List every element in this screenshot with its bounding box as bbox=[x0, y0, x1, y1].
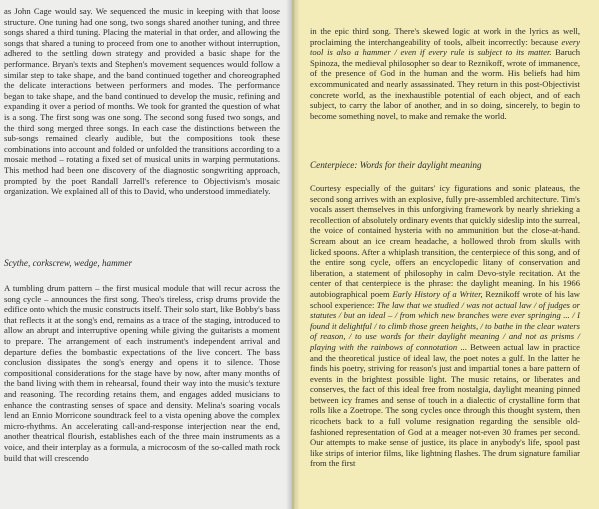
right-paragraph-2-text-c: ... Between actual law in practice and the theoretical justice of ideal law, the poet notes a gulf. In the latter he finds his poetry, striving for reason's just and impartial tones a bare pattern of events in the brightest possible light. The music retains, or liberates and conserves, the fact of this ideal free from nostalgia, daylight meaning pinned between icy frames and sense of touch in a dialectic of crystalline form that rolls like a Zoetrope. The song cycles once through this thought system, then ricochets back to a full volume resignation regarding the sensible old-fashioned representation of God at a meager not-even 30 frames per second. Our attempts to make sense of justice, its place in anybody's life, spool past like strips of interior films, like lightning flashes. The drum signature familiar from the first bbox=[310, 341, 580, 469]
left-section-heading: Scythe, corkscrew, wedge, hammer bbox=[4, 258, 133, 268]
right-paragraph-2-quote: The law that we studied / was not actual law / of judges or statutes / but an ideal – / from which new branches were ever springing ... / I found it delightful / to climb those green heights, / to bathe in the clear waters of reason, / to use words for their daylight meaning / and not as prisms / playing with the rainbows of connotation bbox=[310, 299, 580, 352]
right-paragraph-1-text-a: in the epic third song. There's skewed logic at work in the lyrics as well, proclaiming the interchangeability of tools, albeit incorrectly: because bbox=[310, 26, 580, 47]
right-page bbox=[292, 0, 599, 509]
right-text-block-2 bbox=[310, 183, 580, 469]
right-paragraph-1-italic: every tool is also a hammer / even if every rule is subject to its matter. bbox=[310, 36, 580, 58]
right-paragraph-2-italic-title: Early History of a Writer, bbox=[392, 288, 483, 299]
right-section-heading: Centerpiece: Words for their daylight meaning bbox=[310, 160, 482, 170]
left-text-block-2 bbox=[4, 283, 280, 463]
left-paragraph-2: A tumbling drum pattern – the first musical module that will recur across the song cycle – announces the first song. Theo's tireless, crisp drums provide the edifice onto which the music constructs itself. Their solo start, like Bobby's bass that reflects it at the song's end, remains as a trace of the staging, introduced to allow an abrupt and interruptive opening while giving the guitarists a moment to prepare. The arrangement of each instrument's independent arrival and departure defies the bombastic expectations of the live concert. The bass conclusion dissipates the song's energy and opens it to silence. Those compositional considerations for the stage have by now, after many months of the band living with them in rehearsal, found their way into the music's texture and reasoning. The recording retains them, and engages added musicians to enhance the contrasting senses of space and density. Melina's soaring vocals lend an Ennio Morricone soundtrack feel to a vista opening above the complex micro-rhythms. An accelerating call-and-response interjection near the end, another theatrical flourish, establishes each of the three main instruments as a voice, and their interplay as a formula, a microcosm of the so-called math rock build that will crescendo bbox=[4, 283, 280, 463]
book-gutter-shadow bbox=[286, 0, 300, 509]
left-page bbox=[0, 0, 292, 509]
left-text-block-1 bbox=[4, 6, 280, 197]
right-paragraph-1-text-b: Baruch Spinoza, the medieval philosopher so dear to Reznikoff, wrote of immanence, of the presence of God in the human and the worm. His beliefs had him excommunicated and nearly assassinated. They return in this post-Objectivist concrete world, as the inexhaustible potential of each object, and of each subject, to carry the labor of another, and in so doing, sincerely, to begin to become something novel, to make and remake the world. bbox=[310, 47, 580, 121]
right-paragraph-2-text-b: Reznikoff wrote of his law school experience: bbox=[310, 288, 580, 310]
right-text-block-1 bbox=[310, 26, 580, 121]
right-paragraph-2-text-a: Courtesy especially of the guitars' icy figurations and sonic plateaus, the second song arrives with an explosive, fully pre-assembled architecture. Tim's vocals assert themselves in this unforgiving framework by nearly shrieking a recollection of absolutely ordinary events that quickly sideslip into the surreal, the voice of contained hysteria with no ammunition but the close-at-hand. Scream about an ice cream headache, a hollowed throb from skulls with licked spoons. After a whiplash transition, the centerpiece of this song, and of the entire song cycle, offers an encyclopedic litany of conservation and liberation, a statement of philosophy in calm Devo-style recitation. At the center of that centerpiece is the phrase: the daylight meaning. In his 1966 autobiographical poem bbox=[310, 183, 580, 299]
right-paragraph-1 bbox=[310, 26, 580, 121]
right-paragraph-2 bbox=[310, 183, 580, 469]
left-paragraph-1: as John Cage would say. We sequenced the music in keeping with that loose structure. One tuning had one song, two songs shared another tuning, and three songs shared a third tuning. Placing the material in that order, and allowing the songs that shared a tuning to proceed from one to another without interruption, adhered to the settling down strategy and provided a basic shape for the performance. Bryan's texts and Stephen's movement sequences would follow a similar step to take shape, and the band continued together and choreographed the delicate interactions between performers and modes. The performance began to take shape, and the band continued to develop the music, refining and expanding it over a period of months. We took for granted the question of what is a song. The first song was one song. The second song fused two songs, and the third song merged three songs. In each case the distinctions between the sub-songs remained clearly audible, but the compositions took these combinations into account and folded or unfolded the transitions according to a mosaic method – rotating a fixed set of musical units in warping permutations. This method had been one discovery of the diagnostic songwriting approach, prompted by the poet Randall Jarrell's reference to Objectivism's mosaic organization. We explained all of this to David, who understood immediately. bbox=[4, 6, 280, 197]
